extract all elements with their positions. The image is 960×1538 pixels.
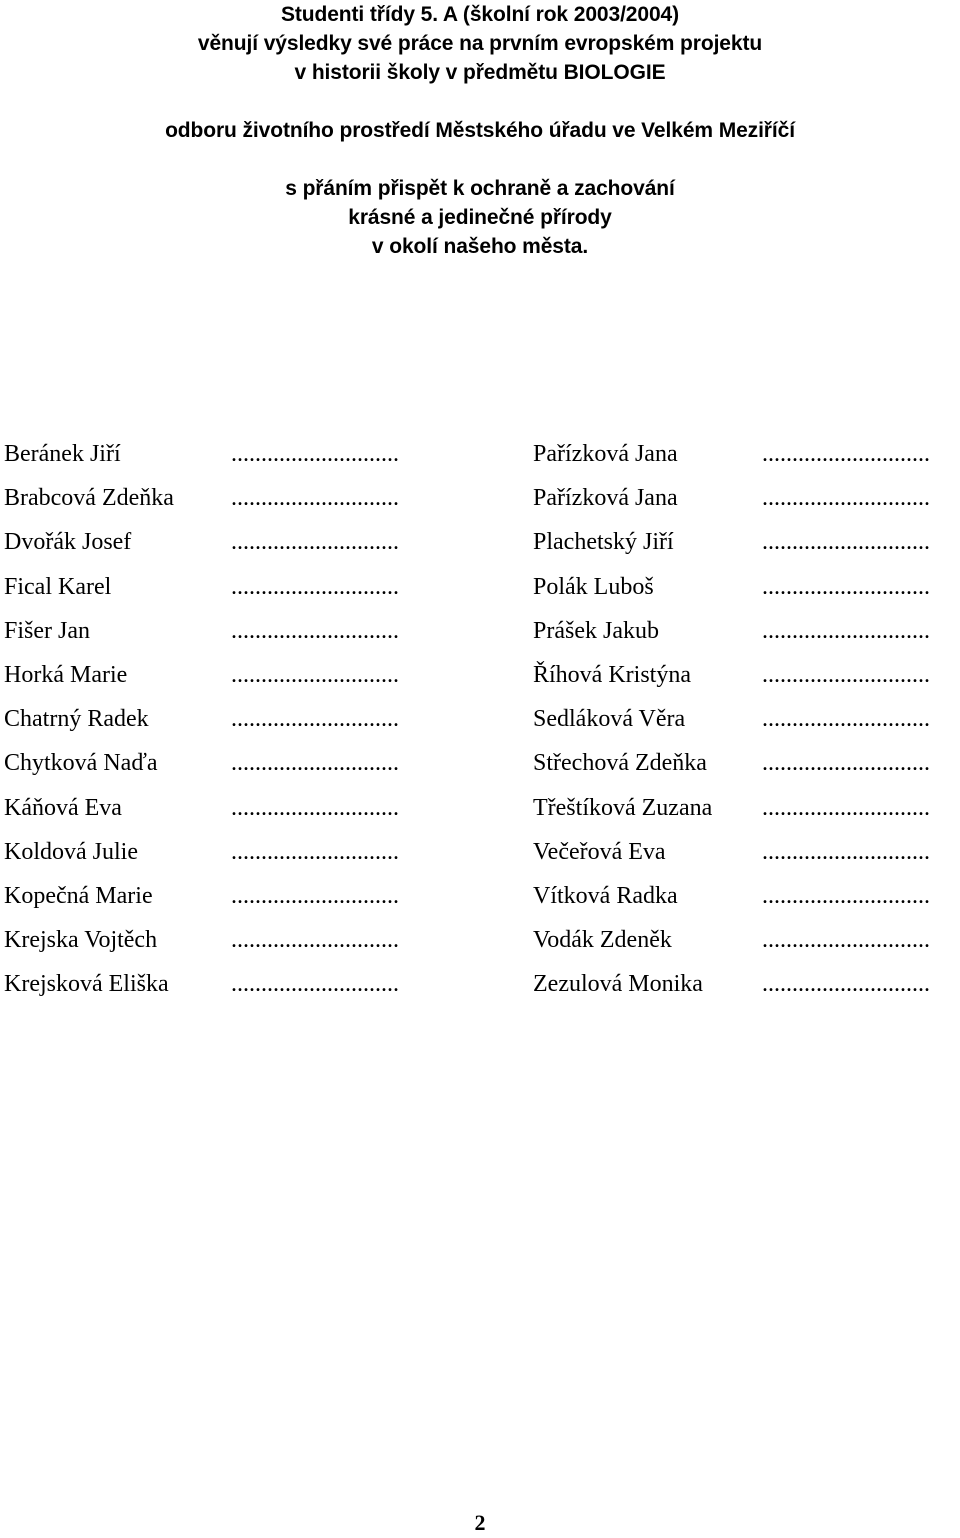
list-item [0,744,960,788]
list-item [0,612,960,656]
student-name: Kopečná Marie [4,882,153,909]
signature-dots: ............................ [762,529,930,556]
student-name: Pařízková Jana [533,441,678,467]
page-number: 2 [474,1510,486,1535]
list-item [0,789,960,833]
list-item [0,435,960,479]
dedication-wish-line: v okolí našeho města. [371,235,589,258]
list-item [0,568,960,612]
signature-dots: ............................ [231,706,399,733]
student-name: Říhová Kristýna [533,661,691,688]
student-name: Vodák Zdeněk [533,927,672,954]
student-name: Koldová Julie [4,838,138,865]
signature-dots: ............................ [762,485,930,512]
signature-dots: ............................ [231,529,399,556]
student-name: Beránek Jiří [4,441,121,467]
list-item [0,479,960,523]
signature-dots: ............................ [762,441,930,467]
signature-dots: ............................ [762,573,930,600]
student-name: Zezulová Monika [533,971,703,998]
list-item [0,877,960,921]
student-name: Prášek Jakub [533,617,659,644]
dedication-recipient: odboru životního prostředí Městského úřadu ve Velkém Meziříčí [165,119,795,142]
signature-dots: ............................ [231,794,399,821]
signature-dots: ............................ [762,882,930,909]
dedication-line: věnují výsledky své práce na prvním evropském projektu [197,32,763,55]
student-name: Plachetský Jiří [533,529,674,556]
student-name: Chatrný Radek [4,706,149,733]
dedication-wish-line: s přáním přispět k ochraně a zachování [285,177,675,200]
list-item [0,523,960,567]
student-name-list [0,435,960,1009]
signature-dots: ............................ [231,441,399,467]
signature-dots: ............................ [762,617,930,644]
dedication-line: v historii školy v předmětu BIOLOGIE [294,61,666,84]
signature-dots: ............................ [762,661,930,688]
student-name: Krejska Vojtěch [4,927,158,954]
signature-dots: ............................ [231,485,399,512]
list-item [0,833,960,877]
signature-dots: ............................ [762,750,930,777]
signature-dots: ............................ [762,927,930,954]
dedication-line: Studenti třídy 5. A (školní rok 2003/2004) [280,3,680,26]
list-item [0,921,960,965]
dedication-wish-line: krásné a jedinečné přírody [348,206,612,229]
signature-dots: ............................ [231,927,399,954]
signature-dots: ............................ [762,794,930,821]
list-item [0,656,960,700]
signature-dots: ............................ [762,706,930,733]
student-name: Třeštíková Zuzana [533,794,713,821]
list-item [0,700,960,744]
signature-dots: ............................ [231,617,399,644]
student-name: Střechová Zdeňka [533,750,707,777]
student-name: Krejsková Eliška [4,971,169,998]
student-name: Dvořák Josef [4,529,132,556]
student-name: Horká Marie [4,661,128,688]
student-name: Brabcová Zdeňka [4,485,174,512]
signature-dots: ............................ [762,838,930,865]
student-name: Vítková Radka [533,882,678,909]
list-item [0,965,960,1009]
student-name: Večeřová Eva [533,838,666,865]
signature-dots: ............................ [762,971,930,998]
signature-dots: ............................ [231,750,399,777]
student-name: Polák Luboš [533,573,654,600]
student-name: Sedláková Věra [533,706,686,733]
signature-dots: ............................ [231,971,399,998]
signature-dots: ............................ [231,573,399,600]
student-name: Káňová Eva [4,794,122,821]
signature-dots: ............................ [231,838,399,865]
signature-dots: ............................ [231,661,399,688]
signature-dots: ............................ [231,882,399,909]
student-name: Pařízková Jana [533,485,678,512]
student-name: Fical Karel [4,573,112,600]
student-name: Chytková Naďa [4,750,158,777]
student-name: Fišer Jan [4,617,90,644]
dedication-block [0,0,960,261]
